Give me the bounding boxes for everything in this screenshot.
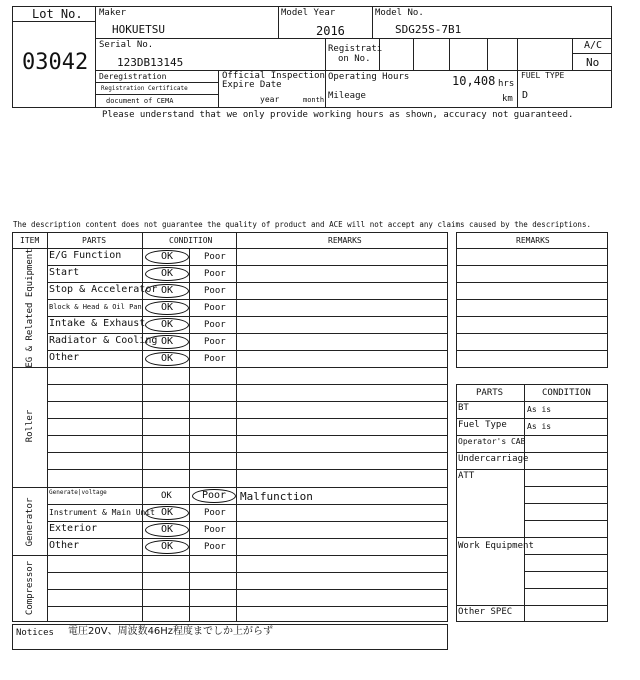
row-divider <box>47 384 448 385</box>
hours-disclaimer: Please understand that we only provide working hours as shown, accuracy not guaranteed. <box>102 110 574 120</box>
divider <box>218 70 219 108</box>
section-divider <box>12 367 448 368</box>
section-label-compressor: Compressor <box>25 560 35 616</box>
divider <box>413 38 414 70</box>
section-divider <box>12 555 448 556</box>
document-cema: document of CEMA <box>106 97 174 105</box>
right-part-label: ATT <box>458 471 475 481</box>
divider <box>572 53 612 54</box>
generator-part-label: Instrument & Main Unit <box>49 508 155 517</box>
right-condition-header: CONDITION <box>542 388 591 398</box>
divider <box>278 6 279 38</box>
row-divider <box>47 435 448 436</box>
ok-circled: OK <box>145 352 189 366</box>
inspection-label: Expire Date <box>222 80 282 90</box>
row-divider <box>47 572 448 573</box>
right-part-label: BT <box>458 403 469 413</box>
row-divider <box>524 588 608 589</box>
row-divider <box>236 299 448 300</box>
right-part-label: Undercarriage <box>458 454 529 464</box>
lot-label: Lot No. <box>32 7 83 21</box>
row-divider <box>456 452 608 453</box>
row-divider <box>456 418 608 419</box>
row-divider <box>47 282 236 283</box>
row-divider <box>236 316 448 317</box>
row-divider <box>524 503 608 504</box>
ok-circled: OK <box>145 506 189 520</box>
row-divider <box>236 265 448 266</box>
row-divider <box>236 350 448 351</box>
registration-label: on No. <box>338 54 371 64</box>
serial-label: Serial No. <box>99 40 154 50</box>
section-label-eg: EG & Related Equipment <box>25 248 35 368</box>
eg-part-label: E/G Function <box>49 250 122 261</box>
mileage-label: Mileage <box>328 91 366 101</box>
row-divider <box>47 538 448 539</box>
row-divider <box>47 418 448 419</box>
registration-certificate: Registration Certificate <box>101 85 188 92</box>
description-disclaimer: The description content does not guarantee the quality of product and ACE will not accept any claims caused by the descriptions. <box>13 220 591 229</box>
divider <box>236 232 237 622</box>
divider <box>325 38 326 108</box>
maker-value: HOKUETSU <box>112 23 165 36</box>
registration-label: Registrati <box>328 44 383 54</box>
ok-circled: OK <box>145 250 189 264</box>
row-divider <box>47 469 448 470</box>
col-parts-header: PARTS <box>82 236 107 245</box>
divider <box>487 38 488 70</box>
poor-option: Poor <box>204 320 226 330</box>
row-divider <box>456 282 608 283</box>
section-label-generator: Generator <box>25 497 35 547</box>
row-divider <box>47 401 448 402</box>
row-divider <box>47 333 236 334</box>
ok-circled: OK <box>145 335 189 349</box>
right-part-label: Work Equipment <box>458 541 534 551</box>
fuel-type-value: D <box>522 90 529 101</box>
divider <box>95 82 218 83</box>
fuel-type-label: FUEL TYPE <box>521 71 565 80</box>
row-divider <box>47 265 236 266</box>
poor-option: Poor <box>204 286 226 296</box>
divider <box>95 94 218 95</box>
poor-option: Poor <box>204 525 226 535</box>
row-divider <box>456 350 608 351</box>
row-divider <box>456 333 608 334</box>
row-divider <box>47 521 448 522</box>
ok-option: OK <box>161 491 172 501</box>
divider <box>12 21 95 22</box>
row-divider <box>524 520 608 521</box>
deregistration-label: Deregistration <box>99 72 167 81</box>
ok-circled: OK <box>145 540 189 554</box>
col-condition-header: CONDITION <box>169 236 213 245</box>
inspection-label: Official Inspection <box>222 71 325 81</box>
row-divider <box>456 401 608 402</box>
section-label-roller: Roller <box>25 409 35 443</box>
eg-part-label: Start <box>49 267 80 278</box>
poor-option: Poor <box>204 542 226 552</box>
model-year-value: 2016 <box>316 24 345 38</box>
right-remarks-table <box>456 232 608 368</box>
col-item-header: ITEM <box>20 236 40 245</box>
divider <box>379 38 380 70</box>
poor-option: Poor <box>204 508 226 518</box>
generator-remark: Malfunction <box>240 490 313 503</box>
ok-circled: OK <box>145 301 189 315</box>
right-part-label: Operator's CAB <box>458 437 526 446</box>
generator-part-label: Exterior <box>49 523 98 534</box>
generator-part-label: Other <box>49 540 80 551</box>
eg-part-label: Other <box>49 352 80 363</box>
notices-value: 電圧20V、周波数46Hz程度までしか上がらず <box>68 626 274 637</box>
divider <box>572 38 573 70</box>
year-label: year <box>260 95 280 104</box>
row-divider <box>524 486 608 487</box>
poor-option: Poor <box>204 337 226 347</box>
ok-circled: OK <box>145 318 189 332</box>
right-parts-header: PARTS <box>476 388 504 398</box>
row-divider <box>456 537 608 538</box>
divider <box>47 232 48 622</box>
divider <box>95 38 612 39</box>
row-divider <box>47 350 236 351</box>
row-divider <box>456 469 608 470</box>
divider <box>372 6 373 38</box>
row-divider <box>456 316 608 317</box>
row-divider <box>47 606 448 607</box>
row-divider <box>524 571 608 572</box>
row-divider <box>524 554 608 555</box>
eg-part-label: Radiator & Cooling <box>49 335 158 346</box>
maker-label: Maker <box>99 8 127 18</box>
model-no-value: SDG25S-7B1 <box>395 23 462 36</box>
model-year-label: Model Year <box>281 8 336 18</box>
eg-part-label: Intake & Exhaust <box>49 318 146 329</box>
operating-hours-label: Operating Hours <box>328 72 410 82</box>
hrs-label: hrs <box>498 79 515 89</box>
month-label: month <box>303 96 325 104</box>
poor-option: Poor <box>204 269 226 279</box>
right-part-label: Fuel Type <box>458 420 507 430</box>
poor-option: Poor <box>204 354 226 364</box>
operating-hours-value: 10,408 <box>452 74 496 88</box>
eg-part-label: Block & Head & Oil Pan <box>49 303 142 311</box>
col-remarks-header: REMARKS <box>328 236 362 245</box>
divider <box>517 38 518 108</box>
row-divider <box>236 282 448 283</box>
model-no-label: Model No. <box>375 8 424 18</box>
row-divider <box>47 316 236 317</box>
km-label: km <box>502 94 513 104</box>
poor-option: Poor <box>204 252 226 262</box>
divider <box>95 6 96 108</box>
divider <box>12 248 448 249</box>
row-divider <box>456 265 608 266</box>
row-divider <box>456 299 608 300</box>
serial-value: 123DB13145 <box>117 56 184 69</box>
row-divider <box>47 504 448 505</box>
poor-circled: Poor <box>192 489 236 503</box>
ac-value: No <box>586 56 600 69</box>
ok-circled: OK <box>145 523 189 537</box>
right-condition-value: As is <box>527 422 552 431</box>
lot-number: 03042 <box>22 50 89 75</box>
row-divider <box>456 248 608 249</box>
right-part-label: Other SPEC <box>458 607 513 617</box>
eg-part-label: Stop & Accelerator <box>49 284 158 295</box>
poor-option: Poor <box>204 303 226 313</box>
row-divider <box>47 589 448 590</box>
row-divider <box>47 452 448 453</box>
notices-label: Notices <box>16 628 54 638</box>
generator-part-label: Generate|voltage <box>49 489 107 496</box>
right-remarks-header: REMARKS <box>516 236 550 245</box>
row-divider <box>456 435 608 436</box>
row-divider <box>236 333 448 334</box>
row-divider <box>456 605 608 606</box>
divider <box>449 38 450 70</box>
ac-label: A/C <box>584 40 603 51</box>
right-condition-value: As is <box>527 405 552 414</box>
ok-circled: OK <box>145 284 189 298</box>
ok-circled: OK <box>145 267 189 281</box>
row-divider <box>47 299 236 300</box>
section-divider <box>12 487 448 488</box>
